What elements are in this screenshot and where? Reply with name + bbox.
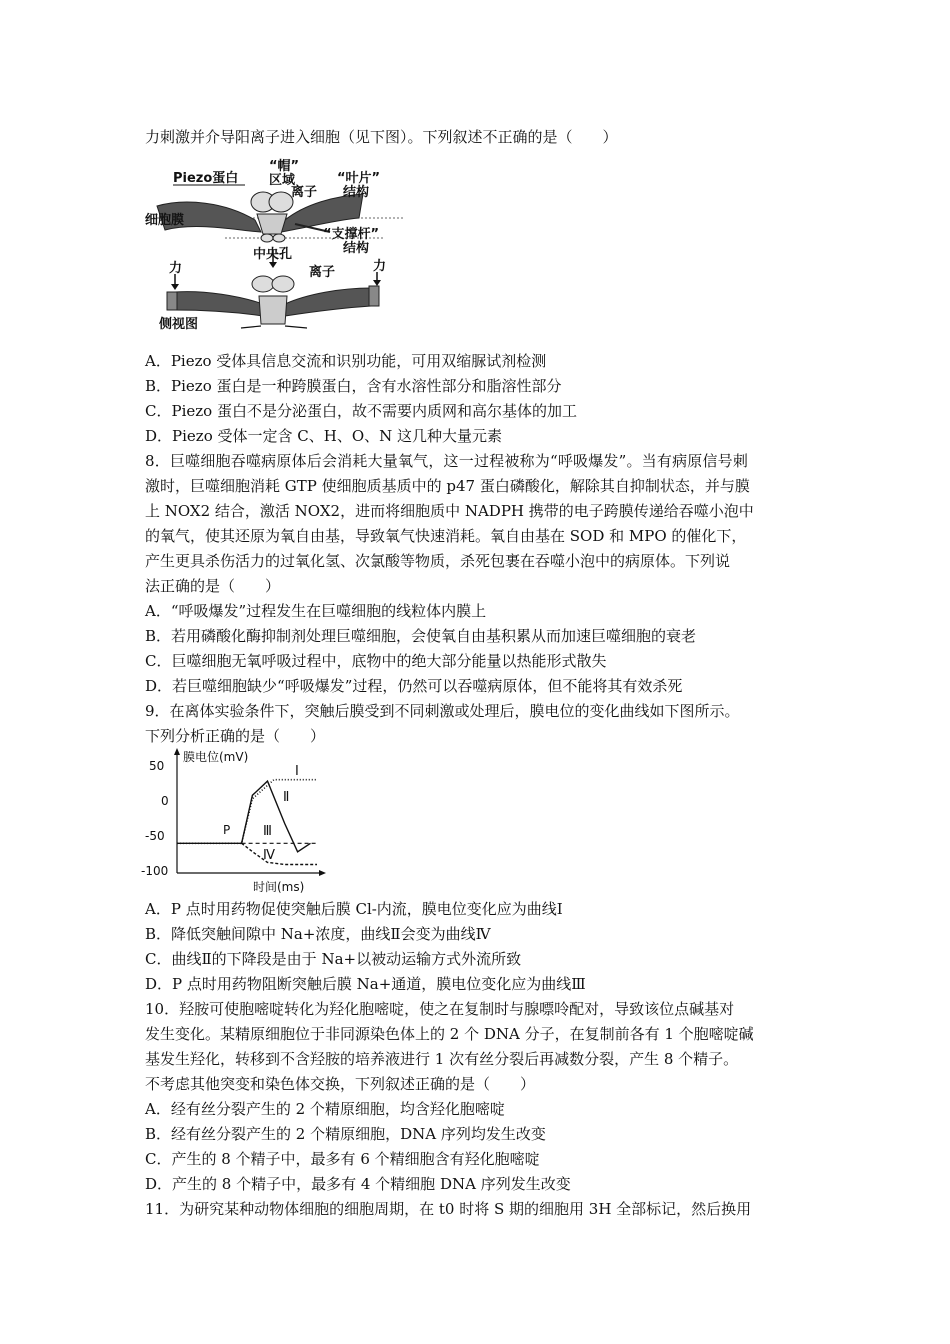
series-label-4: Ⅳ — [263, 848, 275, 863]
force-right-arrowhead — [373, 280, 381, 286]
q9-stem-line-2: 下列分析正确的是（ ） — [145, 727, 326, 745]
series-line-1 — [177, 780, 317, 844]
pore-right-shape — [273, 234, 285, 242]
point-p-label: P — [223, 823, 231, 837]
series-line-2 — [177, 781, 311, 852]
q7-option-c: C．Piezo 蛋白不是分泌蛋白，故不需要内质网和高尔基体的加工 — [145, 402, 577, 420]
side-cap-left — [252, 276, 274, 292]
q10-stem-line-3: 基发生羟化，转移到不含羟胺的培养液进行 1 次有丝分裂后再减数分裂，产生 8 个精子。 — [145, 1050, 739, 1068]
q10-option-c: C．产生的 8 个精子中，最多有 6 个精细胞含有羟化胞嘧啶 — [145, 1150, 540, 1168]
side-right-blade — [285, 288, 371, 316]
q8-stem-line-3: 上 NOX2 结合，激活 NOX2，进而将细胞质中 NADPH 携带的电子跨膜传递给吞噬小泡中 — [145, 502, 754, 520]
force-left-arrowhead — [171, 284, 179, 290]
y-tick-minus-100: -100 — [141, 864, 169, 878]
q10-stem-line-1: 10．羟胺可使胞嘧啶转化为羟化胞嘧啶，使之在复制时与腺嘌呤配对，导致该位点碱基对 — [145, 1000, 735, 1018]
y-tick-0: 0 — [161, 794, 169, 808]
q9-option-d: D．P 点时用药物阻断突触后膜 Na+通道，膜电位变化应为曲线Ⅲ — [145, 975, 586, 993]
ion-out-left-arrow — [241, 326, 261, 328]
q8-stem-line-1: 8．巨噬细胞吞噬病原体后会消耗大量氧气，这一过程被称为“呼吸爆发”。当有病原信号刺 — [145, 452, 749, 470]
membrane-potential-chart — [141, 745, 335, 895]
q8-stem-line-2: 激时，巨噬细胞消耗 GTP 使细胞质基质中的 p47 蛋白磷酸化，解除其自抑制状态，并与膜 — [145, 477, 750, 495]
label-cap-region: 区域 — [269, 173, 296, 188]
q9-option-a: A．P 点时用药物促使突触后膜 Cl-内流，膜电位变化应为曲线Ⅰ — [145, 900, 563, 918]
y-axis-label: 膜电位(mV) — [183, 750, 249, 764]
pore-arrow-head — [269, 262, 277, 268]
side-cap-right — [272, 276, 294, 292]
q10-option-d: D．产生的 8 个精子中，最多有 4 个精细胞 DNA 序列发生改变 — [145, 1175, 571, 1193]
label-cap: “帽” — [269, 159, 300, 174]
q9-option-b: B．降低突触间隙中 Na+浓度，曲线Ⅱ会变为曲线Ⅳ — [145, 925, 491, 943]
label-force-left: 力 — [169, 261, 183, 276]
piezo-figure — [145, 158, 405, 338]
x-axis-arrow — [319, 870, 326, 876]
x-axis-label: 时间(ms) — [253, 880, 305, 894]
y-tick-minus-50: -50 — [145, 829, 165, 843]
label-blade-struct: 结构 — [343, 185, 370, 200]
q7-option-b: B．Piezo 蛋白是一种跨膜蛋白，含有水溶性部分和脂溶性部分 — [145, 377, 562, 395]
label-side-view: 侧视图 — [159, 317, 199, 332]
q8-stem-line-6: 法正确的是（ ） — [145, 577, 281, 595]
q8-option-a: A．“呼吸爆发”过程发生在巨噬细胞的线粒体内膜上 — [145, 602, 487, 620]
label-piezo: Piezo蛋白 — [173, 171, 239, 186]
label-beam: “支撑杆” — [323, 227, 380, 242]
q8-stem-line-4: 的氧气，使其还原为氧自由基，导致氧气快速消耗。氧自由基在 SOD 和 MPO 的催化下， — [145, 527, 747, 545]
side-right-end — [369, 286, 379, 306]
cap-right-shape — [269, 192, 293, 212]
q8-option-d: D．若巨噬细胞缺少“呼吸爆发”过程，仍然可以吞噬病原体，但不能将其有效杀死 — [145, 677, 683, 695]
q9-stem-line-1: 9．在离体实验条件下，突触后膜受到不同刺激或处理后，膜电位的变化曲线如下图所示。 — [145, 702, 740, 720]
series-label-3: Ⅲ — [263, 824, 272, 839]
q9-option-c: C．曲线Ⅱ的下降段是由于 Na+以被动运输方式外流所致 — [145, 950, 522, 968]
label-membrane: 细胞膜 — [145, 213, 185, 228]
q10-option-b: B．经有丝分裂产生的 2 个精原细胞，DNA 序列均发生改变 — [145, 1125, 546, 1143]
ion-out-right-arrow — [285, 326, 307, 328]
side-core — [259, 296, 287, 324]
y-axis-arrow — [174, 748, 180, 755]
q7-option-d: D．Piezo 受体一定含 C、H、O、N 这几种大量元素 — [145, 427, 503, 445]
series-label-2: Ⅱ — [283, 790, 290, 805]
q10-stem-line-2: 发生变化。某精原细胞位于非同源染色体上的 2 个 DNA 分子，在复制前各有 1 个胞嘧啶碱 — [145, 1025, 754, 1043]
q8-stem-line-5: 产生更具杀伤活力的过氧化氢、次氯酸等物质，杀死包裹在吞噬小泡中的病原体。下列说 — [145, 552, 731, 570]
side-left-end — [167, 292, 177, 310]
label-pore: 中央孔 — [253, 247, 293, 262]
label-beam-struct: 结构 — [343, 241, 370, 256]
label-blade: “叶片” — [337, 171, 381, 186]
label-ion-1: 离子 — [291, 185, 318, 200]
side-left-blade — [175, 292, 263, 316]
series-label-1: Ⅰ — [295, 764, 299, 779]
label-force-right: 力 — [373, 259, 387, 274]
q11-stem-line-1: 11．为研究某种动物体细胞的细胞周期，在 t0 时将 S 期的细胞用 3H 全部标记，然后换用 — [145, 1200, 752, 1218]
pore-left-shape — [261, 234, 273, 242]
q8-option-c: C．巨噬细胞无氧呼吸过程中，底物中的绝大部分能量以热能形式散失 — [145, 652, 607, 670]
y-tick-50: 50 — [149, 759, 165, 773]
q10-option-a: A．经有丝分裂产生的 2 个精原细胞，均含羟化胞嘧啶 — [145, 1100, 505, 1118]
q7-option-a: A．Piezo 受体具信息交流和识别功能，可用双缩脲试剂检测 — [145, 352, 547, 370]
label-ion-2: 离子 — [309, 265, 336, 280]
q8-option-b: B．若用磷酸化酶抑制剂处理巨噬细胞，会使氧自由基积累从而加速巨噬细胞的衰老 — [145, 627, 697, 645]
q7-stem-tail: 力刺激并介导阳离子进入细胞（见下图）。下列叙述不正确的是（ ） — [145, 128, 618, 146]
q10-stem-line-4: 不考虑其他突变和染色体交换，下列叙述正确的是（ ） — [145, 1075, 536, 1093]
